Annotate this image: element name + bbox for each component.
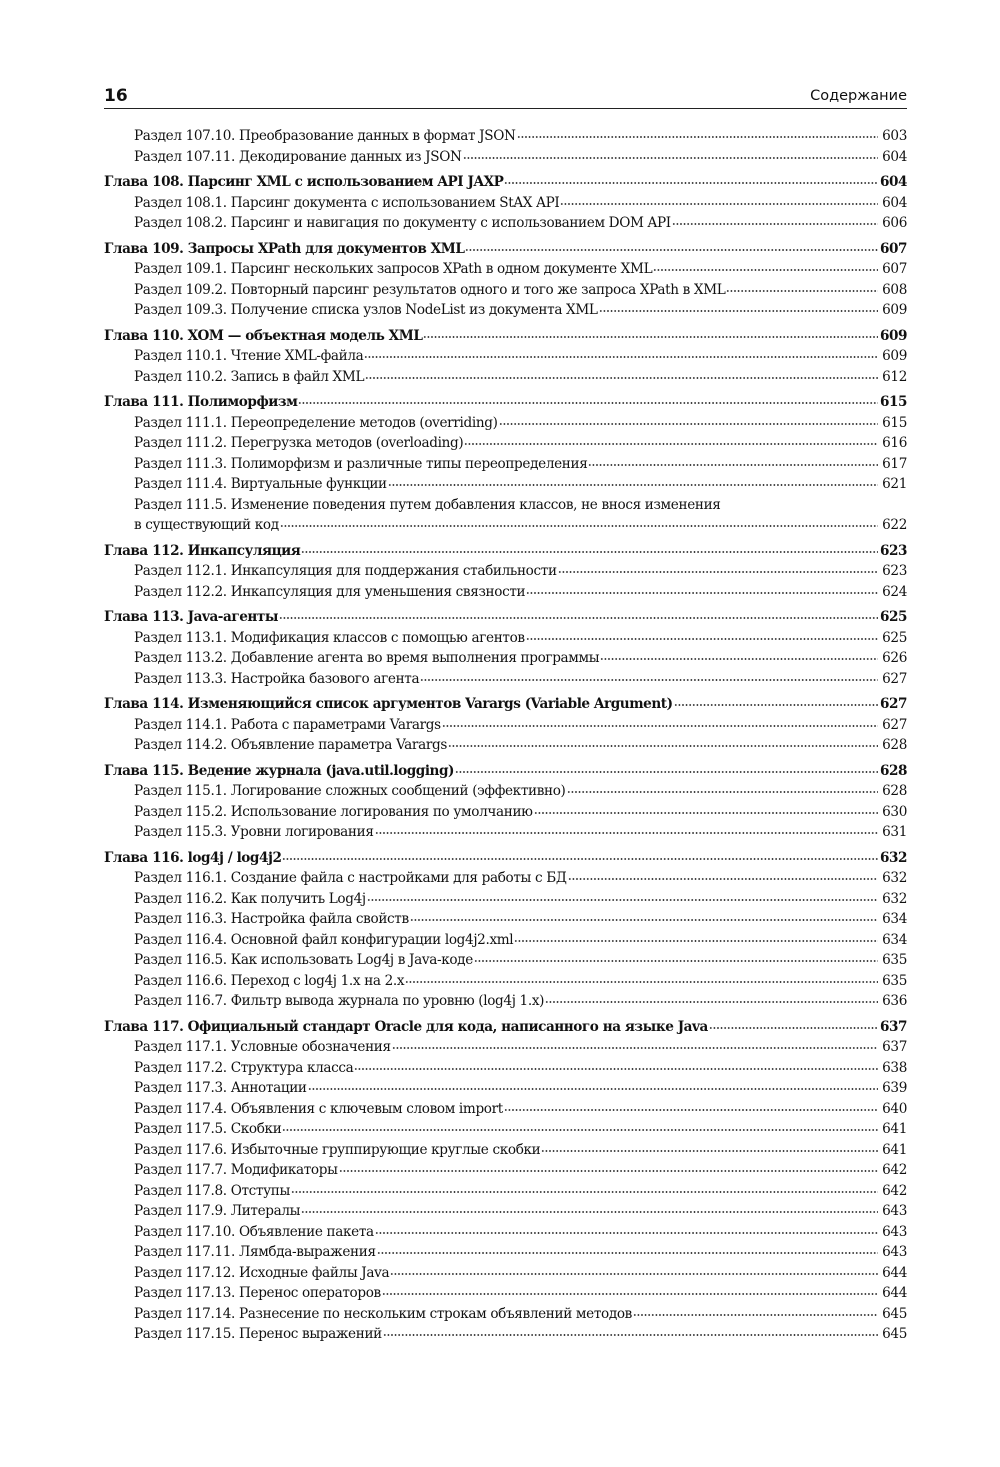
toc-section-entry-title: Раздел 109.2. Повторный парсинг результатов одного и того же запроса XPath в XML [134, 281, 726, 298]
toc-section-entry-page: 607 [882, 261, 907, 277]
toc-chapter-entry-page: 609 [879, 327, 907, 344]
dot-leader [298, 401, 878, 405]
toc-chapter-entry-page: 625 [879, 609, 907, 625]
toc-section-entry-page: 634 [882, 911, 907, 927]
dot-leader [653, 268, 878, 272]
toc-section-entry[interactable] [104, 1037, 907, 1058]
toc-section-entry[interactable] [104, 213, 907, 234]
toc-section-entry-title: Раздел 117.4. Объявления с ключевым словом import [134, 1100, 503, 1117]
dot-leader [301, 1210, 878, 1214]
toc-section-entry-title: Раздел 115.1. Логирование сложных сообщений (эффективно) [134, 783, 566, 799]
toc-section-entry[interactable] [104, 193, 907, 214]
toc-chapter-group [104, 326, 907, 388]
toc-chapter-entry-title: Глава 115. Ведение журнала (java.util.logging) [104, 762, 455, 779]
toc-section-entry-page: 639 [882, 1080, 907, 1096]
page-header [104, 86, 907, 109]
toc-section-entry[interactable] [104, 669, 907, 690]
toc-section-entry-title: Раздел 114.2. Объявление параметра Varargs [134, 737, 447, 753]
toc-section-entry-page: 628 [882, 737, 907, 753]
dot-leader [674, 703, 878, 707]
dot-leader [504, 1108, 878, 1112]
dot-leader [405, 980, 878, 984]
toc-chapter-entry[interactable] [104, 239, 907, 260]
toc-section-entry[interactable] [104, 930, 907, 951]
toc-chapter-group [104, 694, 907, 756]
dot-leader [455, 770, 878, 774]
toc-section-entry-title: Раздел 116.5. Как использовать Log4j в Java-коде [134, 952, 473, 968]
toc-section-entry-page: 627 [882, 670, 907, 687]
dot-leader [392, 1046, 878, 1050]
toc-section-entry-title: Раздел 116.3. Настройка файла свойств [134, 911, 409, 927]
toc-chapter-group [104, 392, 907, 536]
toc-section-entry-page: 632 [882, 870, 907, 886]
toc-section-entry-page: 645 [882, 1326, 907, 1342]
dot-leader [377, 1251, 878, 1255]
toc-section-entry-title: Раздел 117.11. Лямбда-выражения [134, 1244, 376, 1260]
toc-section-entry[interactable] [104, 474, 907, 495]
toc-section-entry[interactable] [104, 648, 907, 669]
dot-leader [382, 1292, 878, 1296]
toc-section-entry-title: Раздел 110.1. Чтение XML-файла [134, 348, 364, 364]
toc-section-entry[interactable] [104, 868, 907, 889]
toc-section-entry-page: 623 [882, 563, 907, 579]
dot-leader [633, 1313, 878, 1317]
toc-section-entry-title: Раздел 117.15. Перенос выражений [134, 1326, 382, 1342]
toc-chapter-entry[interactable] [104, 326, 907, 347]
toc-chapter-entry[interactable] [104, 607, 907, 628]
toc-section-entry-page: 640 [882, 1100, 907, 1117]
toc-section-entry[interactable] [104, 1181, 907, 1202]
toc-section-entry-title: Раздел 111.1. Переопределение методов (overriding) [134, 414, 498, 431]
toc-chapter-entry-page: 627 [879, 696, 907, 712]
toc-section-entry-page: 632 [882, 890, 907, 907]
toc-section-entry[interactable] [104, 367, 907, 388]
toc-chapter-entry-page: 604 [879, 174, 907, 190]
toc-section-entry-cont-title: в существующий код [134, 517, 279, 533]
toc-chapter-entry-title: Глава 108. Парсинг XML с использованием API JAXP [104, 174, 504, 190]
toc-section-entry-title: Раздел 117.7. Модификаторы [134, 1162, 338, 1178]
toc-chapter-entry-page: 628 [879, 762, 907, 779]
toc-section-entry-page: 638 [882, 1059, 907, 1076]
dot-leader [301, 550, 878, 554]
toc-section-entry-title: Раздел 115.3. Уровни логирования [134, 824, 374, 840]
dot-leader [442, 724, 878, 728]
toc-section-entry-page: 635 [882, 972, 907, 989]
dot-leader [599, 309, 878, 313]
toc-section-entry-title: Раздел 112.2. Инкапсуляция для уменьшения связности [134, 583, 526, 600]
dot-leader [410, 918, 878, 922]
dot-leader [465, 248, 878, 252]
toc-section-entry-page: 637 [882, 1039, 907, 1055]
toc-section-entry-title: Раздел 107.11. Декодирование данных из JSON [134, 148, 462, 165]
toc-chapter-group [104, 1017, 907, 1345]
toc-section-entry-title: Раздел 117.8. Отступы [134, 1182, 290, 1199]
dot-leader [388, 483, 878, 487]
toc-section-entry-page: 645 [882, 1305, 907, 1322]
toc-section-entry-page: 626 [882, 650, 907, 666]
toc-chapter-entry-title: Глава 117. Официальный стандарт Oracle для кода, написанного на языке Java [104, 1018, 708, 1035]
dot-leader [279, 616, 878, 620]
toc-section-entry-page: 634 [882, 931, 907, 948]
toc-section-entry[interactable] [104, 950, 907, 971]
toc-section-entry-title: Раздел 117.2. Структура класса [134, 1059, 354, 1076]
toc-section-entry-page: 641 [882, 1121, 907, 1137]
toc-section-entry[interactable] [104, 413, 907, 434]
dot-leader [517, 135, 878, 139]
toc-chapter-entry-page: 607 [879, 240, 907, 257]
toc-section-entry-cont-page: 622 [882, 517, 907, 533]
toc-section-entry-page: 643 [882, 1203, 907, 1219]
toc-chapter-entry[interactable] [104, 761, 907, 782]
toc-section-entry[interactable] [104, 1099, 907, 1120]
toc-section-entry[interactable] [104, 1242, 907, 1263]
dot-leader [282, 857, 878, 861]
toc-section-entry[interactable] [104, 735, 907, 756]
toc-section-entry-title: Раздел 116.4. Основной файл конфигурации log4j2.xml [134, 931, 514, 948]
dot-leader [600, 657, 878, 661]
toc-section-entry-title: Раздел 117.13. Перенос операторов [134, 1285, 381, 1301]
toc-section-entry-page: 641 [882, 1141, 907, 1158]
toc-section-entry-page: 625 [882, 629, 907, 646]
dot-leader [354, 1067, 878, 1071]
toc-section-entry[interactable] [104, 433, 907, 454]
dot-leader [448, 744, 878, 748]
toc-section-entry[interactable] [104, 909, 907, 930]
toc-section-entry-page: 630 [882, 803, 907, 820]
dot-leader [588, 463, 878, 467]
toc-chapter-group [104, 172, 907, 234]
toc-section-entry[interactable] [104, 495, 907, 516]
toc-section-entry-page: 624 [882, 583, 907, 600]
toc-section-entry-title: Раздел 112.1. Инкапсуляция для поддержания стабильности [134, 563, 557, 579]
toc-section-entry-page: 615 [882, 414, 907, 431]
toc-section-entry-page: 603 [882, 128, 907, 144]
toc-section-entry[interactable] [104, 1201, 907, 1222]
toc-section-entry-page: 604 [882, 148, 907, 165]
page-number: 16 [104, 86, 128, 106]
toc-section-entry-title: Раздел 111.2. Перегрузка методов (overloading) [134, 435, 464, 451]
toc-section-entry[interactable] [104, 454, 907, 475]
toc-section-entry-title: Раздел 111.3. Полиморфизм и различные типы переопределения [134, 455, 588, 472]
dot-leader [504, 181, 878, 185]
toc-section-entry[interactable] [104, 889, 907, 910]
toc-section-entry[interactable] [104, 822, 907, 843]
toc-chapter-entry-page: 623 [879, 542, 907, 559]
toc-chapter-group [104, 239, 907, 321]
toc-section-entry[interactable] [104, 991, 907, 1012]
toc-section-entry[interactable] [104, 280, 907, 301]
toc-section-entry-title: Раздел 108.2. Парсинг и навигация по документу с использованием DOM API [134, 215, 671, 231]
toc-section-entry-page: 628 [882, 783, 907, 799]
toc-section-entry[interactable] [104, 346, 907, 367]
toc-chapter-entry-title: Глава 111. Полиморфизм [104, 394, 298, 410]
toc-chapter-group [104, 761, 907, 843]
toc-section-entry[interactable] [104, 1304, 907, 1325]
dot-leader [709, 1026, 878, 1030]
dot-leader [568, 877, 878, 881]
toc-section-entry-page: 635 [882, 952, 907, 968]
toc-section-entry-title: Раздел 116.7. Фильтр вывода журнала по уровню (log4j 1.x) [134, 993, 545, 1009]
dot-leader [560, 202, 878, 206]
dot-leader [541, 1149, 878, 1153]
toc-section-entry[interactable] [104, 582, 907, 603]
toc-section-entry-page: 621 [882, 476, 907, 492]
dot-leader [291, 1190, 878, 1194]
dot-leader [375, 1231, 878, 1235]
toc-chapter-group [104, 848, 907, 1012]
toc-section-entry-title: Раздел 117.12. Исходные файлы Java [134, 1264, 390, 1281]
toc-section-entry[interactable] [104, 1160, 907, 1181]
toc-section-entry[interactable] [104, 802, 907, 823]
toc-chapter-entry-title: Глава 113. Java-агенты [104, 609, 279, 625]
toc-section-entry[interactable] [104, 300, 907, 321]
toc-section-entry[interactable] [104, 259, 907, 280]
toc-section-entry-title: Раздел 109.3. Получение списка узлов NodeList из документа XML [134, 302, 598, 318]
toc-section-entry[interactable] [104, 781, 907, 802]
toc-section-entry[interactable] [104, 1263, 907, 1284]
toc-section-entry-title: Раздел 113.1. Модификация классов с помощью агентов [134, 629, 525, 646]
toc-section-entry-title: Раздел 107.10. Преобразование данных в формат JSON [134, 128, 516, 144]
toc-chapter-entry-title: Глава 109. Запросы XPath для документов XML [104, 240, 465, 257]
toc-section-entry-title: Раздел 114.1. Работа с параметрами Varargs [134, 716, 441, 733]
toc-section-entry-title: Раздел 117.3. Аннотации [134, 1080, 307, 1096]
dot-leader [672, 222, 878, 226]
toc-section-entry[interactable] [104, 628, 907, 649]
toc-section-entry-page: 636 [882, 993, 907, 1009]
dot-leader [463, 156, 878, 160]
toc-section-entry[interactable] [104, 1324, 907, 1345]
toc-chapter-entry[interactable] [104, 848, 907, 869]
toc-section-entry-page: 606 [882, 215, 907, 231]
toc-chapter-group [104, 607, 907, 689]
dot-leader [526, 637, 878, 641]
toc-chapter-entry-page: 615 [879, 394, 907, 410]
toc-chapter-entry-page: 632 [879, 849, 907, 866]
toc-section-entry-page: 644 [882, 1264, 907, 1281]
toc-section-entry[interactable] [104, 1283, 907, 1304]
toc-section-entry-page: 644 [882, 1285, 907, 1301]
toc-section-entry-title: Раздел 117.1. Условные обозначения [134, 1039, 391, 1055]
toc-section-entry-title: Раздел 109.1. Парсинг нескольких запросов XPath в одном документе XML [134, 261, 653, 277]
toc-section-entry[interactable] [104, 1058, 907, 1079]
toc-section-entry-page: 617 [882, 455, 907, 472]
toc-chapter-entry-page: 637 [879, 1018, 907, 1035]
toc-section-entry-title: Раздел 117.10. Объявление пакета [134, 1223, 374, 1240]
toc-section-entry[interactable] [104, 1140, 907, 1161]
toc-section-entry-page: 616 [882, 435, 907, 451]
dot-leader [364, 355, 878, 359]
toc-section-entry-page: 642 [882, 1182, 907, 1199]
toc-section-entry-title: Раздел 115.2. Использование логирования по умолчанию [134, 803, 533, 820]
toc-section-entry-title: Раздел 108.1. Парсинг документа с использованием StAX API [134, 194, 560, 211]
dot-leader [567, 790, 878, 794]
toc-section-entry-title: Раздел 116.1. Создание файла с настройками для работы с БД [134, 870, 567, 886]
toc-section-entry[interactable] [104, 1119, 907, 1140]
toc-chapter-entry[interactable] [104, 541, 907, 562]
dot-leader [367, 898, 878, 902]
toc-section-entry-page: 612 [882, 368, 907, 385]
dot-leader [375, 831, 878, 835]
toc-section-entry-page: 604 [882, 194, 907, 211]
toc-chapter-entry[interactable] [104, 392, 907, 413]
toc-section-entry-title: Раздел 117.5. Скобки [134, 1121, 282, 1137]
dot-leader [474, 959, 878, 963]
toc-section-entry-title: Раздел 117.9. Литералы [134, 1203, 301, 1219]
toc-section-entry-page: 609 [882, 302, 907, 318]
toc-chapter-entry[interactable] [104, 172, 907, 193]
toc-section-entry-title: Раздел 117.14. Разнесение по нескольким строкам объявлений методов [134, 1305, 632, 1322]
toc-section-entry-title: Раздел 116.2. Как получить Log4j [134, 890, 366, 907]
dot-leader [280, 524, 878, 528]
dot-leader [365, 376, 878, 380]
toc-section-entry-page: 631 [882, 824, 907, 840]
toc-section-entry-page: 608 [882, 281, 907, 298]
dot-leader [558, 570, 878, 574]
toc-section-entry-title: Раздел 110.2. Запись в файл XML [134, 368, 365, 385]
toc-section-entry[interactable] [104, 1222, 907, 1243]
toc-section-entry-title: Раздел 111.5. Изменение поведения путем добавления классов, не внося изменения [134, 496, 721, 513]
dot-leader [420, 678, 878, 682]
toc-section-entry-page: 643 [882, 1244, 907, 1260]
dot-leader [499, 422, 878, 426]
toc-section-entry-title: Раздел 116.6. Переход с log4j 1.x на 2.x [134, 972, 405, 989]
toc-chapter-entry[interactable] [104, 694, 907, 715]
toc-section-entry-title: Раздел 111.4. Виртуальные функции [134, 476, 387, 492]
dot-leader [308, 1087, 878, 1091]
dot-leader [726, 289, 878, 293]
dot-leader [339, 1169, 878, 1173]
toc-chapter-entry-title: Глава 114. Изменяющийся список аргументов Varargs (Variable Argument) [104, 696, 673, 712]
table-of-contents [104, 126, 907, 1350]
toc-section-entry-page: 643 [882, 1223, 907, 1240]
dot-leader [545, 1000, 878, 1004]
toc-section-entry[interactable] [104, 147, 907, 168]
dot-leader [464, 442, 878, 446]
toc-chapter-group [104, 126, 907, 167]
dot-leader [514, 939, 878, 943]
toc-section-entry-title: Раздел 113.3. Настройка базового агента [134, 670, 420, 687]
dot-leader [423, 335, 878, 339]
dot-leader [526, 591, 878, 595]
dot-leader [534, 811, 878, 815]
toc-section-entry[interactable] [104, 715, 907, 736]
toc-section-entry-cont[interactable] [104, 515, 907, 536]
toc-chapter-entry-title: Глава 112. Инкапсуляция [104, 542, 301, 559]
toc-chapter-group [104, 541, 907, 603]
toc-section-entry-page: 627 [882, 716, 907, 733]
running-head: Содержание [810, 88, 907, 104]
toc-chapter-entry-title: Глава 116. log4j / log4j2 [104, 849, 282, 866]
dot-leader [282, 1128, 878, 1132]
toc-section-entry-page: 609 [882, 348, 907, 364]
toc-section-entry-title: Раздел 117.6. Избыточные группирующие круглые скобки [134, 1141, 541, 1158]
toc-chapter-entry-title: Глава 110. XOM — объектная модель XML [104, 327, 423, 344]
toc-section-entry[interactable] [104, 1078, 907, 1099]
toc-section-entry[interactable] [104, 971, 907, 992]
toc-section-entry[interactable] [104, 126, 907, 147]
toc-section-entry[interactable] [104, 561, 907, 582]
toc-section-entry-title: Раздел 113.2. Добавление агента во время выполнения программы [134, 650, 600, 666]
dot-leader [383, 1333, 878, 1337]
dot-leader [390, 1272, 878, 1276]
toc-chapter-entry[interactable] [104, 1017, 907, 1038]
toc-section-entry-page: 642 [882, 1162, 907, 1178]
